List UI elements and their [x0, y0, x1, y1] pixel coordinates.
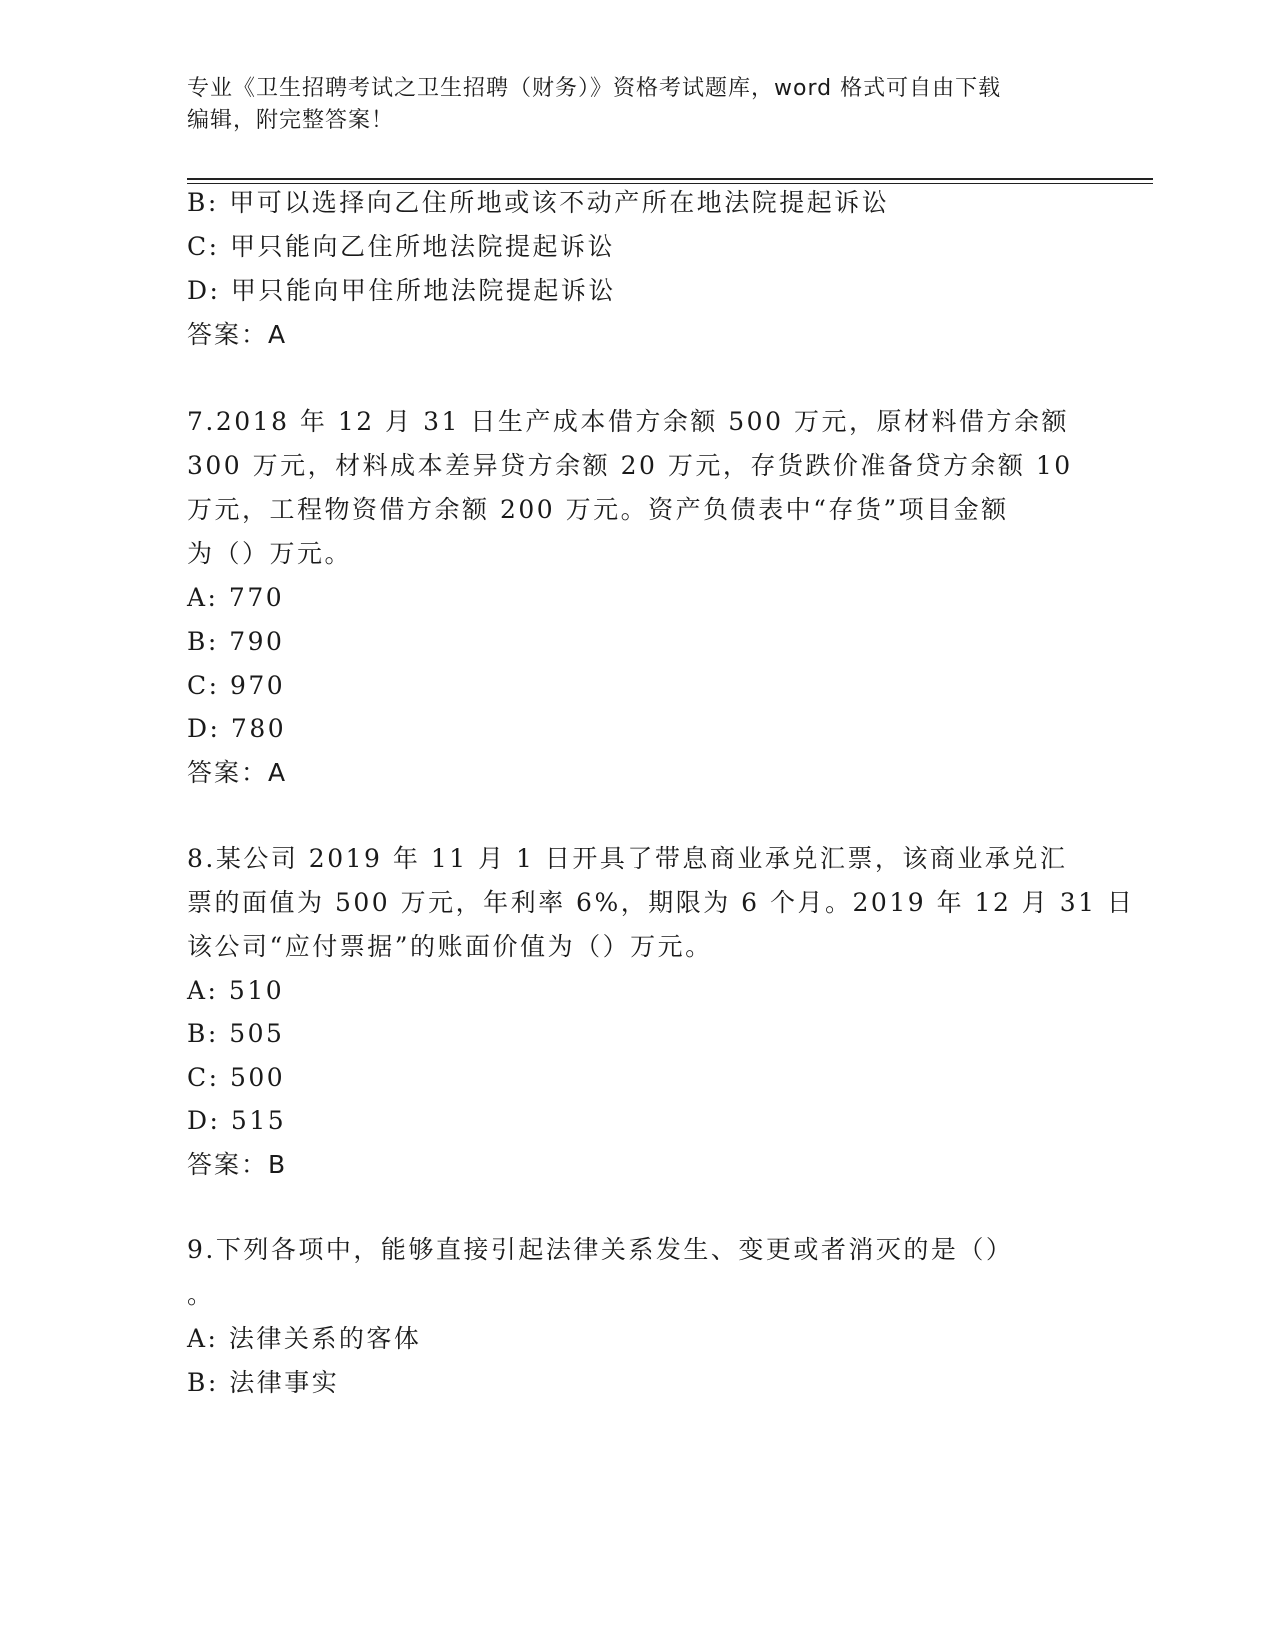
- q6-option-c: C: 甲只能向乙住所地法院提起诉讼: [187, 232, 615, 261]
- q9-option-a: A: 法律关系的客体: [187, 1324, 422, 1353]
- q8-option-d: D: 515: [187, 1106, 287, 1135]
- q9-stem-line-1: 9.下列各项中，能够直接引起法律关系发生、变更或者消灭的是（）: [187, 1235, 1014, 1264]
- q9-option-b: B: 法律事实: [187, 1368, 340, 1397]
- q7-option-d: D: 780: [187, 714, 287, 743]
- header-divider-thin: [187, 183, 1153, 184]
- q8-option-a: A: 510: [187, 976, 285, 1005]
- header-divider-thick: [187, 178, 1153, 180]
- q8-option-b: B: 505: [187, 1019, 285, 1048]
- q9-stem-line-2: 。: [187, 1280, 215, 1309]
- q7-stem-line-3: 万元，工程物资借方余额 200 万元。资产负债表中“存货”项目金额: [187, 495, 1009, 524]
- q7-stem-line-1: 7.2018 年 12 月 31 日生产成本借方余额 500 万元，原材料借方余额: [187, 407, 1069, 436]
- q7-stem-line-4: 为（）万元。: [187, 539, 353, 568]
- q8-stem-line-3: 该公司“应付票据”的账面价值为（）万元。: [187, 932, 713, 961]
- q7-option-a: A: 770: [187, 583, 285, 612]
- q7-option-b: B: 790: [187, 627, 285, 656]
- q8-stem-line-2: 票的面值为 500 万元，年利率 6%，期限为 6 个月。2019 年 12 月 31 日: [187, 888, 1135, 917]
- q6-option-d: D: 甲只能向甲住所地法院提起诉讼: [187, 276, 616, 305]
- q6-option-b: B: 甲可以选择向乙住所地或该不动产所在地法院提起诉讼: [187, 188, 890, 217]
- q8-option-c: C: 500: [187, 1063, 286, 1092]
- header-line-2: 编辑，附完整答案！: [187, 108, 395, 133]
- q7-answer: 答案：A: [187, 758, 288, 787]
- header-line-1: 专业《卫生招聘考试之卫生招聘（财务）》资格考试题库，word 格式可自由下载: [187, 76, 1002, 101]
- document-header: [187, 73, 1087, 137]
- q6-answer: 答案：A: [187, 320, 288, 349]
- q7-stem-line-2: 300 万元，材料成本差异贷方余额 20 万元，存货跌价准备贷方余额 10: [187, 451, 1073, 480]
- q7-option-c: C: 970: [187, 671, 286, 700]
- q8-answer: 答案：B: [187, 1150, 288, 1179]
- q8-stem-line-1: 8.某公司 2019 年 11 月 1 日开具了带息商业承兑汇票，该商业承兑汇: [187, 844, 1068, 873]
